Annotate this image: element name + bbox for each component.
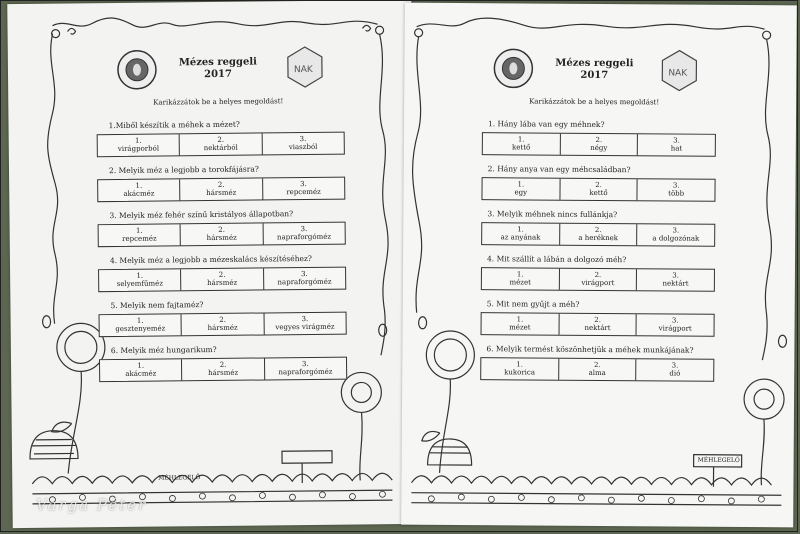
option-number: 2. — [219, 315, 226, 324]
option-number: 3. — [301, 359, 309, 369]
option-text: a heréknek — [578, 233, 619, 243]
instruction-text: Karikázzátok be a helyes megoldást! — [153, 97, 284, 107]
option-text: dió — [669, 369, 681, 378]
option-number: 3. — [671, 316, 679, 325]
sheet-title: Mézes reggeli 2017 — [555, 57, 634, 82]
option-number: 1. — [516, 360, 524, 369]
option-text: napraforgóméz — [277, 277, 332, 287]
option-number: 1. — [136, 316, 144, 325]
option-text: nektárból — [203, 143, 238, 153]
option-number: 2. — [217, 135, 225, 144]
option-number: 2. — [219, 360, 227, 369]
option-text: hársméz — [206, 188, 237, 198]
option-text: nektárt — [662, 279, 689, 288]
option-number: 3. — [301, 269, 308, 279]
option-number: 3. — [301, 314, 309, 324]
option-text: hársméz — [207, 278, 238, 288]
option-number: 2. — [218, 225, 226, 234]
nak-logo-text: NAK — [293, 64, 313, 76]
option-text: a dolgozónak — [652, 234, 700, 243]
option-number: 2. — [594, 315, 601, 325]
sign-text: MÉHLEGELŐ — [158, 474, 201, 482]
option-text: akácméz — [123, 189, 155, 198]
sheet-title: Mézes reggeli 2017 — [178, 56, 258, 81]
option-text: virágport — [658, 324, 692, 333]
option-text: virágport — [581, 278, 615, 288]
option-text: napraforgóméz — [276, 232, 332, 242]
option-text: kukorica — [504, 368, 536, 377]
option-text: hársméz — [206, 233, 237, 243]
option-number: 1. — [135, 226, 143, 235]
option-text: az anyának — [500, 233, 541, 242]
question-text: 5. Melyik nem fajtaméz? — [110, 300, 204, 311]
option-number: 2. — [217, 180, 225, 189]
option-text: mézet — [509, 278, 531, 287]
option-text: hársméz — [207, 323, 238, 333]
option-number: 1. — [516, 270, 524, 279]
question-text: 2. Melyik méz a legjobb a torokfájásra? — [108, 164, 259, 176]
option-text: napraforgóméz — [278, 367, 333, 377]
option-text: nektárt — [584, 323, 611, 333]
option-text: több — [668, 189, 685, 198]
option-number: 1. — [517, 225, 524, 234]
option-number: 1. — [517, 180, 525, 189]
option-text: négy — [590, 143, 608, 153]
option-number: 1. — [136, 271, 144, 280]
option-text: hat — [670, 144, 683, 153]
option-number: 3. — [300, 180, 307, 189]
option-text: gesztenyeméz — [115, 324, 166, 334]
question-text: 3. Melyik méz fehér színű kristályos állapotban? — [109, 209, 294, 221]
sign-text: MÉHLEGELŐ — [697, 456, 740, 464]
option-number: 1. — [134, 136, 142, 145]
question-text: 6. Melyik termést köszönhetjük a méhek munkájának? — [486, 344, 694, 355]
option-text: mézet — [509, 323, 531, 332]
option-text: egy — [514, 188, 528, 197]
option-number: 2. — [595, 180, 602, 190]
option-number: 1. — [516, 315, 524, 324]
question-text: 1. Hány lába van egy méhnek? — [487, 119, 605, 130]
option-text: viaszból — [288, 142, 318, 152]
option-number: 3. — [673, 136, 680, 145]
question-text: 3. Melyik méhnek nincs fullánkja? — [487, 209, 618, 220]
option-text: vegyes virágméz — [275, 322, 335, 332]
option-text: kettő — [512, 143, 531, 152]
instruction-text: Karikázzátok be a helyes megoldást! — [529, 97, 660, 107]
question-text: 1.Miből készítik a méhek a mézet? — [108, 119, 240, 131]
photographer-watermark: Varga Péter — [36, 496, 148, 514]
option-number: 2. — [594, 270, 602, 280]
option-text: hársméz — [208, 368, 239, 378]
option-number: 3. — [672, 271, 679, 280]
question-text: 4. Melyik méz a legjobb a mézeskalács készítéséhez? — [109, 253, 312, 266]
nak-logo-text: NAK — [668, 68, 688, 79]
option-text: repceméz — [286, 187, 321, 197]
option-number: 2. — [218, 270, 226, 279]
option-number: 1. — [135, 181, 143, 190]
option-number: 2. — [594, 225, 602, 235]
option-number: 1. — [137, 361, 145, 370]
option-text: selyemfűméz — [116, 279, 164, 288]
option-number: 3. — [671, 361, 679, 370]
question-text: 2. Hány anya van egy méhcsaládban? — [487, 164, 631, 175]
question-text: 4. Mit szállít a lábán a dolgozó méh? — [487, 254, 627, 265]
option-number: 2. — [593, 360, 601, 370]
option-text: repceméz — [122, 234, 157, 243]
option-number: 3. — [672, 181, 680, 190]
option-number: 3. — [299, 135, 307, 144]
option-number: 3. — [300, 225, 308, 234]
option-number: 1. — [517, 135, 525, 144]
question-text: 6. Melyik méz hungarikum? — [110, 344, 217, 356]
option-text: virágporból — [117, 144, 160, 153]
option-text: alma — [588, 368, 606, 378]
option-text: kettő — [589, 188, 608, 198]
option-number: 2. — [595, 135, 603, 145]
option-text: akácméz — [125, 369, 157, 378]
option-number: 3. — [672, 226, 680, 235]
question-text: 5. Mit nem gyűjt a méh? — [486, 299, 580, 309]
